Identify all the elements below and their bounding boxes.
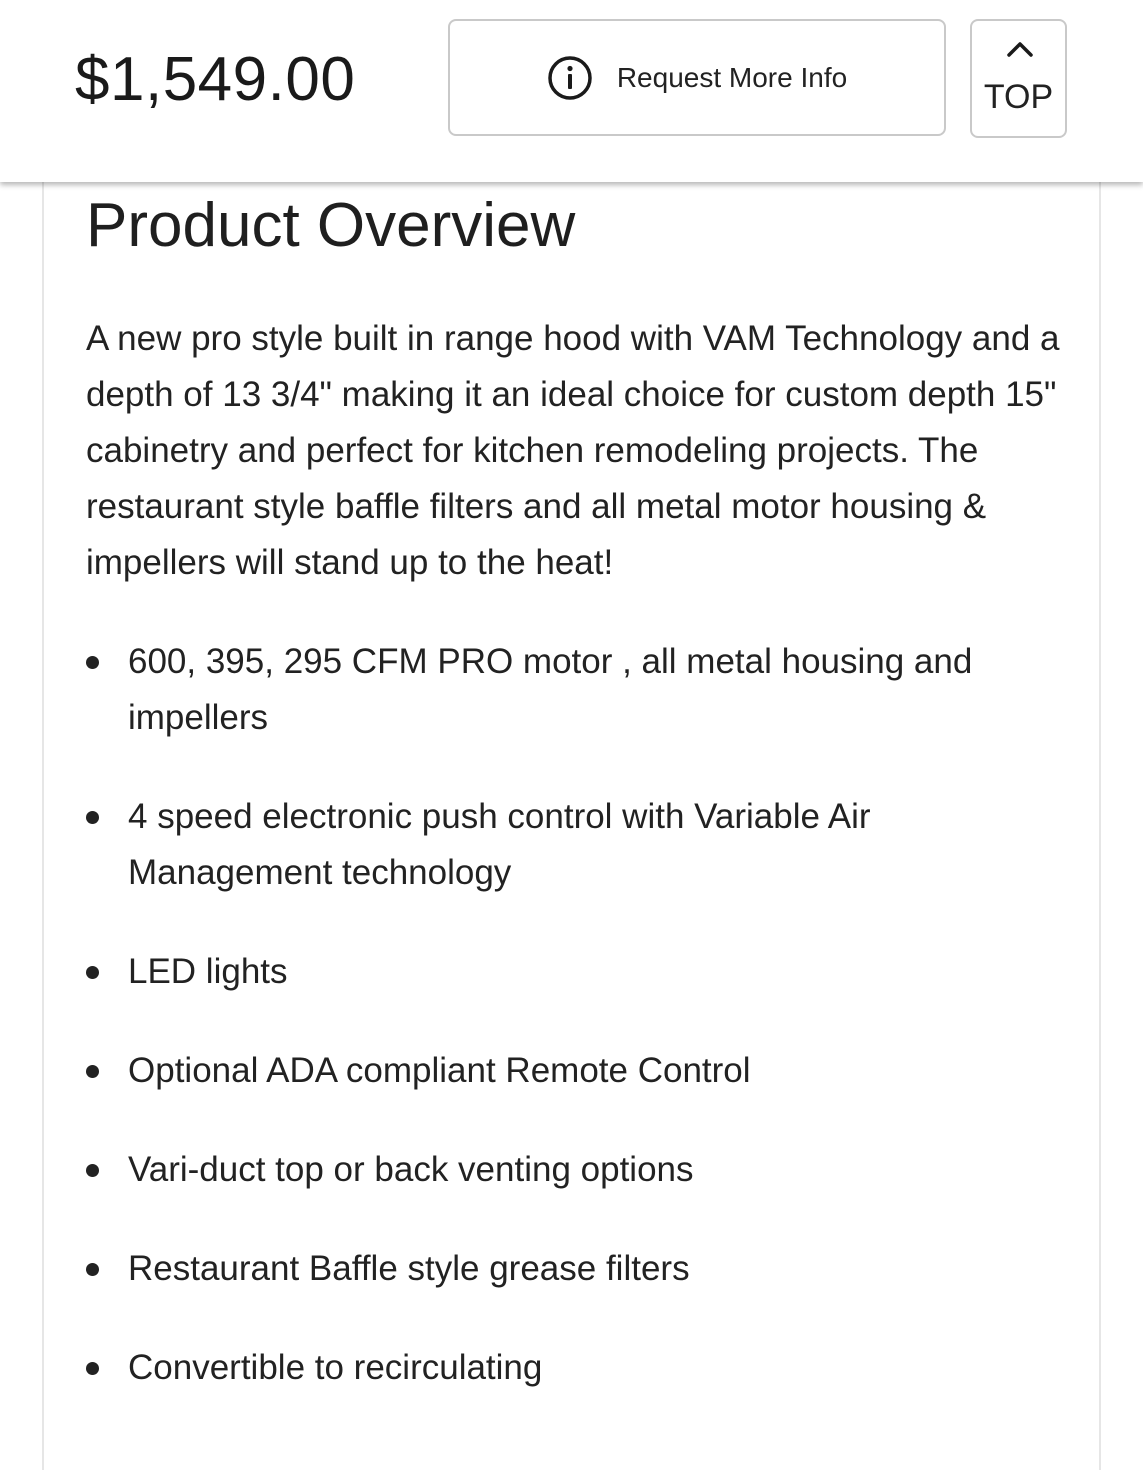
feature-text: 600, 395, 295 CFM PRO motor , all metal housing and impellers [128,642,973,737]
section-title: Product Overview [86,191,576,260]
bullet-icon [86,656,99,669]
sticky-price-header [0,0,1143,182]
request-more-info-label: Request More Info [616,61,848,93]
feature-list [86,634,1076,1439]
bullet-icon [86,1362,99,1375]
feature-item [86,944,1076,1000]
feature-text: Vari-duct top or back venting options [128,1150,694,1189]
bullet-icon [86,1164,99,1177]
bullet-icon [86,811,99,824]
feature-text: 4 speed electronic push control with Variable Air Management technology [128,797,871,892]
feature-item [86,1142,1076,1198]
feature-item [86,1043,1076,1099]
feature-item [86,1340,1076,1396]
feature-text: Convertible to recirculating [128,1348,543,1387]
info-circle-icon [547,55,593,101]
chevron-up-icon [1005,39,1035,59]
bullet-icon [86,1065,99,1078]
product-description: A new pro style built in range hood with VAM Technology and a depth of 13 3/4" making it an ideal choice for custom depth 15" cabinetry and perfect for kitchen remodeling projects. The restaurant style baffle filters and all metal motor housing & impellers will stand up to the heat! [86,319,1060,582]
feature-text: LED lights [128,952,288,991]
product-price: $1,549.00 [75,45,356,114]
bullet-icon [86,966,99,979]
bullet-icon [86,1263,99,1276]
feature-text: Optional ADA compliant Remote Control [128,1051,751,1090]
back-to-top-button[interactable] [970,19,1067,138]
feature-text: Restaurant Baffle style grease filters [128,1249,690,1288]
feature-item [86,1241,1076,1297]
feature-item [86,789,1076,901]
request-more-info-button[interactable] [448,19,946,136]
feature-item [86,634,1076,746]
back-to-top-label: TOP [983,78,1054,116]
